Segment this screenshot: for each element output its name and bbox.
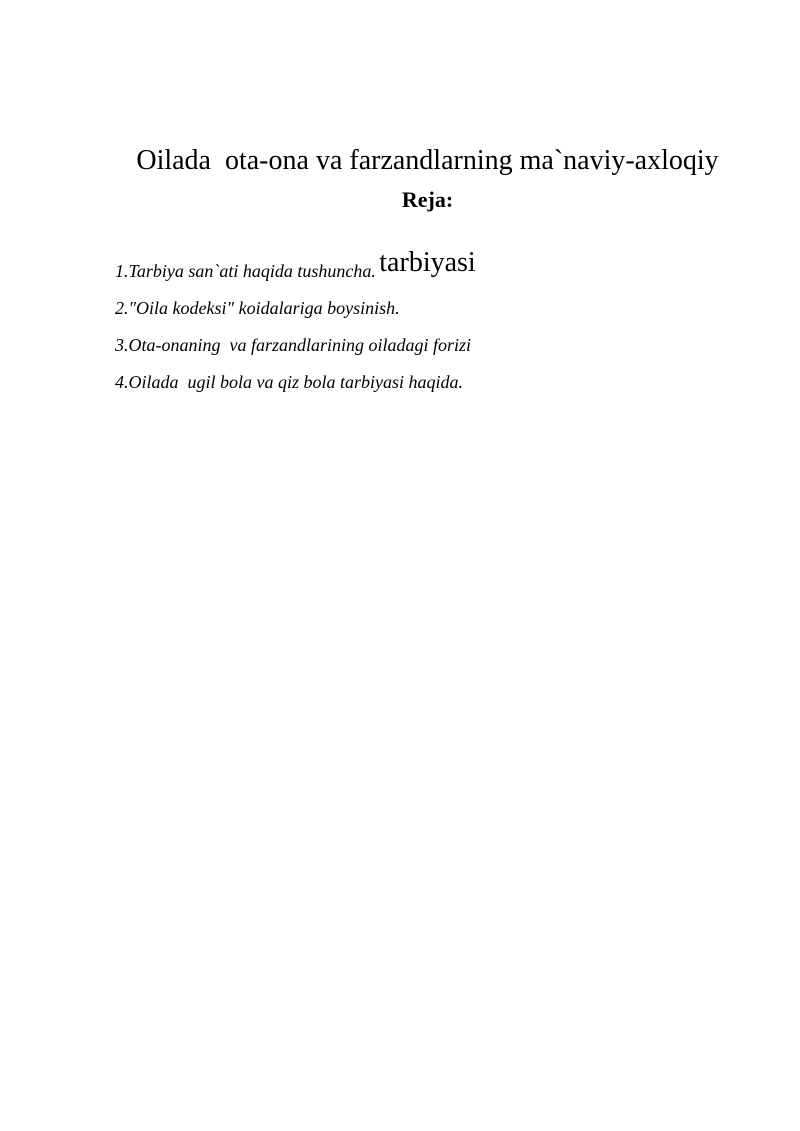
plan-item-2: 2."Oila kodeksi" koidalariga boysinish. xyxy=(115,298,400,318)
plan-list xyxy=(115,259,471,407)
document-title-line-2: tarbiyasi xyxy=(379,247,476,278)
document-title-line-1: Oilada ota-ona va farzandlarning ma`naviy-axloqiy xyxy=(136,145,719,176)
plan-heading: Reja: xyxy=(401,187,454,212)
plan-item-3: 3.Ota-onaning va farzandlarining oiladagi forizi xyxy=(115,335,472,355)
plan-item-4: 4.Oilada ugil bola va qiz bola tarbiyasi haqida. xyxy=(115,372,464,392)
plan-item-1: 1.Tarbiya san`ati haqida tushuncha. xyxy=(115,261,376,281)
